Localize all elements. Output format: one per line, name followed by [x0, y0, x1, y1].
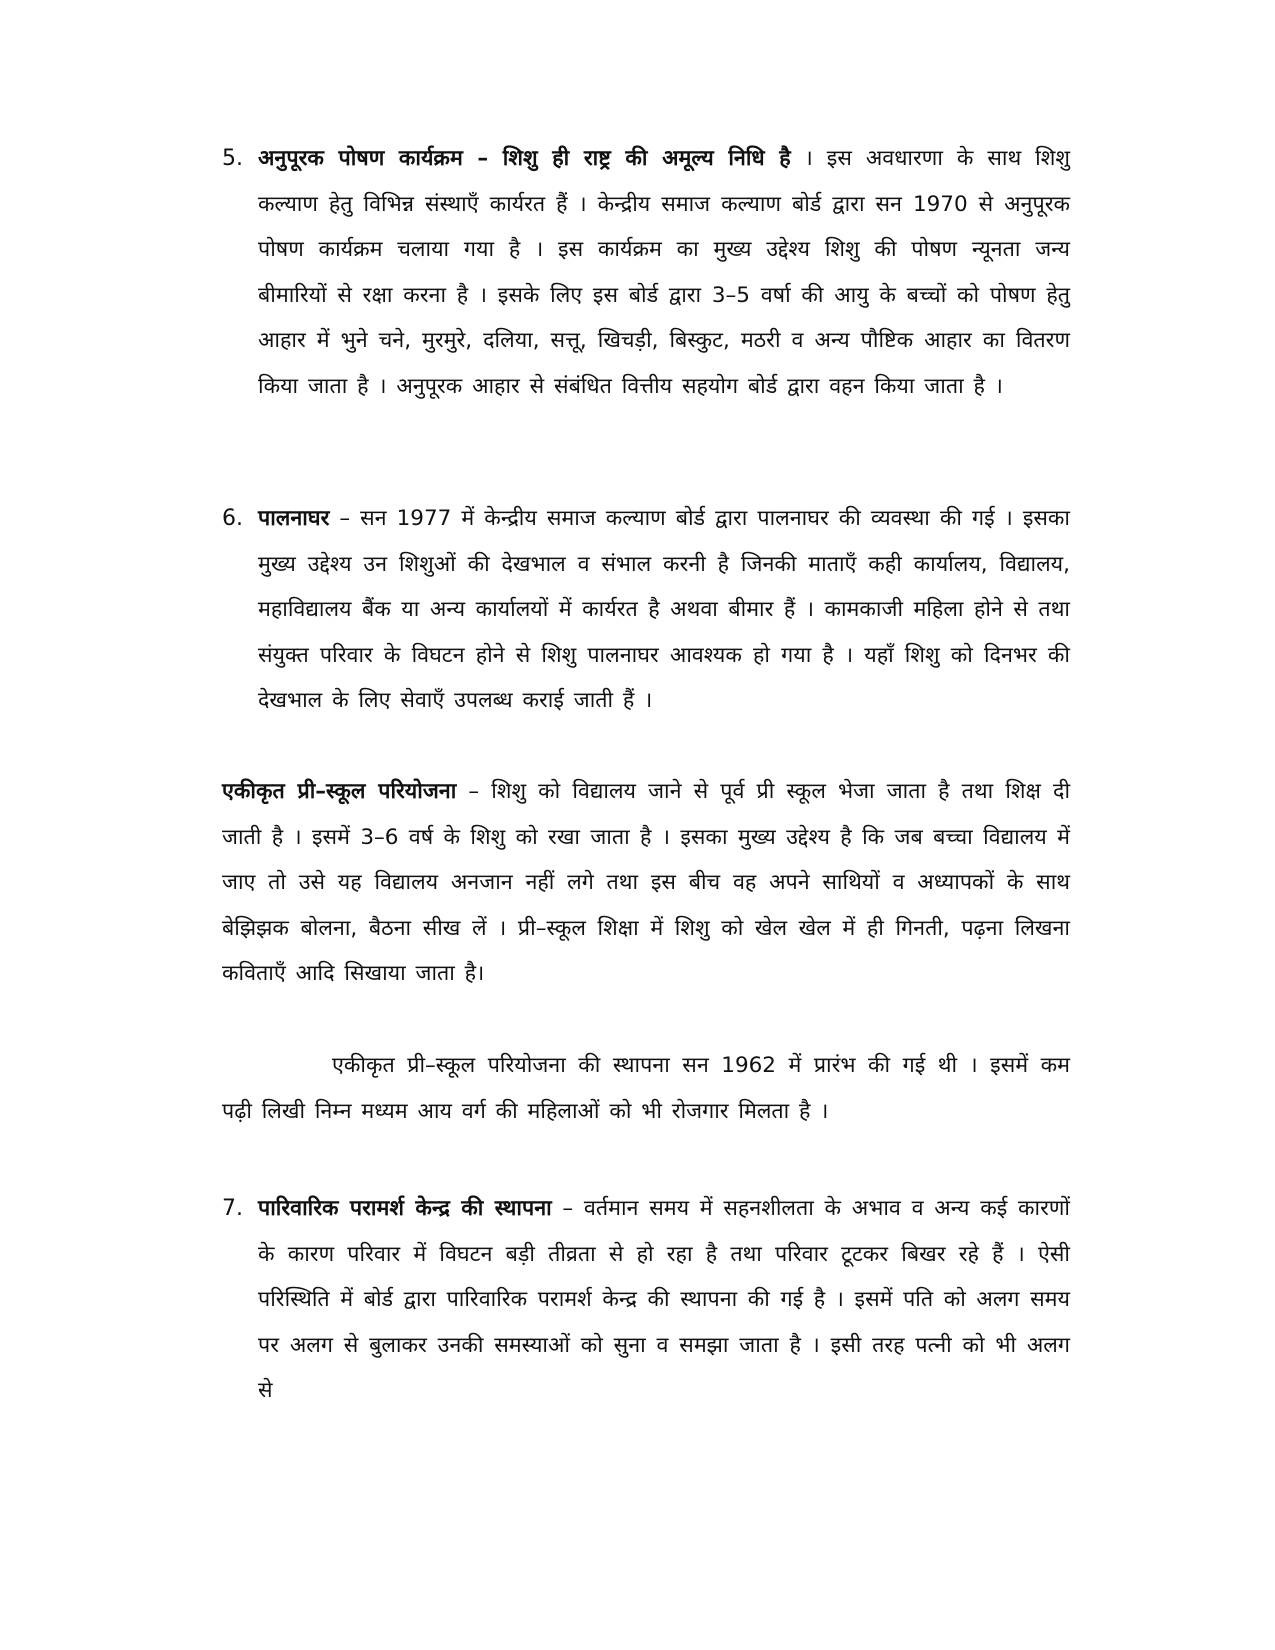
section-text: । इस अवधारणा के साथ शिशु कल्याण हेतु विभिन्न संस्थाएँ कार्यरत हैं । केन्द्रीय समाज कल्याण बोर्ड द्वारा सन 1970 से अनुपूरक पोषण कार्यक्रम चलाया गया है । इस कार्यक्रम का मुख्य उद्देश्य शिशु की पोषण न्यूनता जन्य बीमारियों से रक्षा करना है । इसके लिए इस बोर्ड द्वारा 3–5 वर्षा की आयु के बच्चों को पोषण हेतु आहार में भुने चने, मुरमुरे, दलिया, सत्तू, खिचड़ी, बिस्कुट, मठरी व अन्य पौष्टिक आहार का वितरण किया जाता है । अनुपूरक आहार से संबंधित वित्तीय सहयोग बोर्ड द्वारा वहन किया जाता है । — [258, 146, 1070, 399]
section-preschool — [222, 769, 1070, 997]
preschool-followup-paragraph: एकीकृत प्री–स्कूल परियोजना की स्थापना सन 1962 में प्रारंभ की गई थी । इसमें कम पढ़ी लिखी निम्न मध्यम आय वर्ग की महिलाओं को भी रोजगार मिलता है । — [222, 1053, 1070, 1124]
section-heading: पारिवारिक परामर्श केन्द्र की स्थापना — [258, 1196, 552, 1221]
section-body — [258, 1186, 1070, 1414]
list-number: 5. — [222, 146, 243, 171]
section-creche — [222, 496, 1070, 724]
section-body — [258, 496, 1070, 724]
section-family-counselling — [222, 1186, 1070, 1414]
section-supplementary-nutrition — [222, 136, 1070, 409]
section-heading: अनुपूरक पोषण कार्यक्रम – शिशु ही राष्ट्र की अमूल्य निधि है — [258, 146, 791, 171]
section-body — [258, 136, 1070, 409]
section-heading: एकीकृत प्री–स्कूल परियोजना — [222, 779, 457, 804]
section-text: – सन 1977 में केन्द्रीय समाज कल्याण बोर्ड द्वारा पालनाघर की व्यवस्था की गई । इसका मुख्य उद्देश्य उन शिशुओं की देखभाल व संभाल करनी है जिनकी माताएँ कही कार्यालय, विद्यालय, महाविद्यालय बैंक या अन्य कार्यालयों में कार्यरत है अथवा बीमार हैं । कामकाजी महिला होने से तथा संयुक्त परिवार के विघटन होने से शिशु पालनाघर आवश्यक हो गया है । यहाँ शिशु को दिनभर की देखभाल के लिए सेवाएँ उपलब्ध कराई जाती हैं । — [258, 506, 1070, 713]
section-heading: पालनाघर — [258, 506, 330, 531]
list-number: 6. — [222, 506, 243, 531]
list-number: 7. — [222, 1196, 243, 1221]
section-text: – शिशु को विद्यालय जाने से पूर्व प्री स्कूल भेजा जाता है तथा शिक्ष दी जाती है । इसमें 3–6 वर्ष के शिशु को रखा जाता है । इसका मुख्य उद्देश्य है कि जब बच्चा विद्यालय में जाए तो उसे यह विद्यालय अनजान नहीं लगे तथा इस बीच वह अपने साथियों व अध्यापकों के साथ बेझिझक बोलना, बैठना सीख लें । प्री–स्कूल शिक्षा में शिशु को खेल खेल में ही गिनती, पढ़ना लिखना कविताएँ आदि सिखाया जाता है। — [222, 779, 1071, 986]
section-text: – वर्तमान समय में सहनशीलता के अभाव व अन्य कई कारणों के कारण परिवार में विघटन बड़ी तीव्रता से हो रहा है तथा परिवार टूटकर बिखर रहे हैं । ऐसी परिस्थिति में बोर्ड द्वारा पारिवारिक परामर्श केन्द्र की स्थापना की गई है । इसमें पति को अलग समय पर अलग से बुलाकर उनकी समस्याओं को सुना व समझा जाता है । इसी तरह पत्नी को भी अलग से — [258, 1196, 1070, 1403]
